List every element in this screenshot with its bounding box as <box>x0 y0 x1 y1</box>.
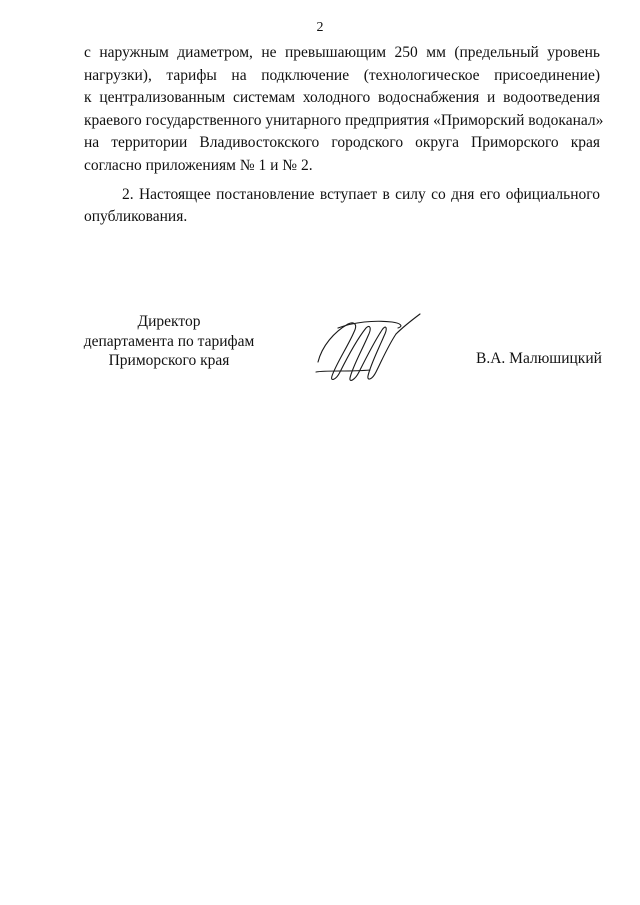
paragraph-1-line: нагрузки), тарифы на подключение (технологическое присоединение) <box>84 66 600 84</box>
handwritten-signature <box>308 306 428 386</box>
paragraph-2-line: 2. Настоящее постановление вступает в силу со дня его официального <box>122 185 600 203</box>
paragraph-2-line: опубликования. <box>84 208 188 226</box>
paragraph-1-line: краевого государственного унитарного предприятия «Приморский водоканал» <box>84 111 604 129</box>
signatory-title-line: Приморского края <box>108 352 230 369</box>
paragraph-1-line: с наружным диаметром, не превышающим 250 мм (предельный уровень <box>84 44 600 61</box>
paragraph-1-line: согласно приложениям № 1 и № 2. <box>84 156 313 174</box>
signatory-title-line: департамента по тарифам <box>83 332 255 350</box>
signatory-title-line: Директор <box>137 313 201 330</box>
signatory-title <box>74 312 264 371</box>
page-number: 2 <box>316 20 324 35</box>
paragraph-1-line: к централизованным системам холодного водоснабжения и водоотведения <box>84 89 600 107</box>
paragraph-1-line: на территории Владивостокского городского округа Приморского края <box>84 134 600 152</box>
document-body <box>84 42 604 229</box>
signer-name: В.А. Малюшицкий <box>476 350 602 367</box>
